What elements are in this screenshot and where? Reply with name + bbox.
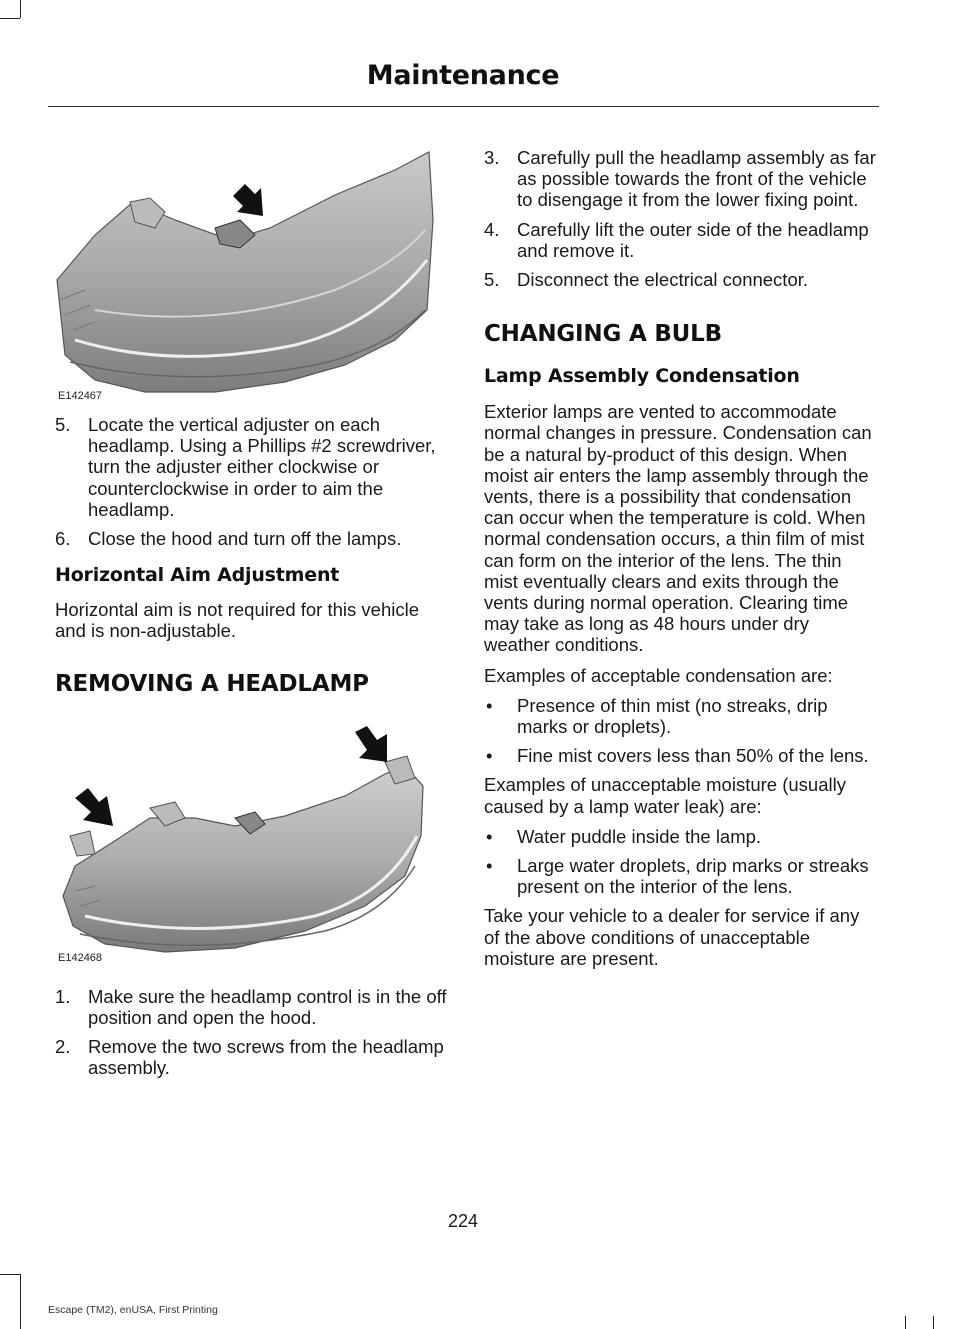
bullet: • bbox=[486, 745, 493, 767]
aiming-steps-list bbox=[55, 414, 447, 549]
step-text: Close the hood and turn off the lamps. bbox=[88, 528, 402, 550]
crop-mark bbox=[933, 1316, 934, 1329]
list-item bbox=[484, 269, 876, 290]
step-text: Disconnect the electrical connector. bbox=[517, 269, 809, 291]
page-title: Maintenance bbox=[366, 60, 560, 91]
removing-steps-list bbox=[55, 986, 447, 1079]
headlamp-figure-1 bbox=[55, 140, 435, 402]
unacceptable-list bbox=[484, 826, 876, 898]
removing-steps-continued bbox=[484, 147, 876, 290]
left-column bbox=[55, 140, 447, 1086]
step-text: Remove the two screws from the headlamp assembly. bbox=[88, 1036, 444, 1079]
figure-code: E142467 bbox=[58, 390, 103, 402]
bullet-text: Fine mist covers less than 50% of the lens. bbox=[517, 745, 869, 767]
list-item bbox=[484, 147, 876, 211]
condensation-heading: Lamp Assembly Condensation bbox=[484, 365, 800, 388]
list-item bbox=[484, 855, 876, 897]
list-item bbox=[484, 695, 876, 737]
headlamp-illustration-1 bbox=[55, 140, 435, 402]
step-text: Make sure the headlamp control is in the off position and open the hood. bbox=[88, 985, 447, 1028]
step-number: 6. bbox=[55, 528, 71, 550]
step-text: Carefully pull the headlamp assembly as far as possible towards the front of the vehicle to disengage it from the lower fixing point. bbox=[517, 147, 876, 211]
list-item bbox=[55, 986, 447, 1028]
step-number: 5. bbox=[484, 269, 500, 291]
step-number: 4. bbox=[484, 218, 500, 240]
list-item bbox=[484, 745, 876, 766]
closing-text: Take your vehicle to a dealer for service if any of the above conditions of unacceptable moisture are present. bbox=[484, 905, 860, 969]
step-number: 3. bbox=[484, 147, 500, 168]
list-item bbox=[484, 219, 876, 261]
acceptable-intro: Examples of acceptable condensation are: bbox=[484, 664, 833, 686]
step-number: 1. bbox=[55, 985, 71, 1007]
removing-headlamp-heading: REMOVING A HEADLAMP bbox=[55, 670, 369, 697]
acceptable-list bbox=[484, 695, 876, 767]
right-column bbox=[484, 147, 876, 978]
figure-code: E142468 bbox=[58, 951, 103, 964]
list-item bbox=[55, 528, 447, 549]
bullet-text: Water puddle inside the lamp. bbox=[517, 825, 762, 847]
crop-mark bbox=[20, 1274, 21, 1329]
headlamp-illustration-2 bbox=[55, 726, 435, 966]
title-divider bbox=[48, 106, 879, 107]
list-item bbox=[55, 414, 447, 520]
step-text: Carefully lift the outer side of the headlamp and remove it. bbox=[517, 218, 869, 261]
list-item bbox=[484, 826, 876, 847]
list-item bbox=[55, 1036, 447, 1078]
bullet-text: Large water droplets, drip marks or streaks present on the interior of the lens. bbox=[517, 855, 869, 898]
step-number: 2. bbox=[55, 1036, 71, 1058]
step-text: Locate the vertical adjuster on each headlamp. Using a Phillips #2 screwdriver, turn the adjuster either clockwise or counterclockwise in order to aim the headlamp. bbox=[88, 414, 436, 520]
horizontal-aim-text: Horizontal aim is not required for this vehicle and is non-adjustable. bbox=[55, 599, 419, 642]
bullet: • bbox=[486, 855, 493, 877]
crop-mark bbox=[905, 1316, 906, 1329]
step-number: 5. bbox=[55, 414, 71, 435]
headlamp-figure-2 bbox=[55, 726, 435, 966]
bullet: • bbox=[486, 825, 493, 847]
crop-mark bbox=[20, 0, 21, 18]
condensation-text: Exterior lamps are vented to accommodate normal changes in pressure. Condensation can be a natural by-product of this design. When moist air enters the lamp assembly through the vents, there is a possibility that condensation can occur when the temperature is cold. When normal condensation occurs, a thin film of mist can form on the interior of the lens. The thin mist eventually clears and exits through the vents during normal operation. Clearing time may take as long as 48 hours under dry weather conditions. bbox=[484, 401, 872, 656]
bullet: • bbox=[486, 694, 493, 716]
print-info: Escape (TM2), enUSA, First Printing bbox=[48, 1304, 218, 1316]
changing-bulb-heading: CHANGING A BULB bbox=[484, 321, 722, 348]
horizontal-aim-heading: Horizontal Aim Adjustment bbox=[55, 564, 340, 587]
crop-mark bbox=[0, 18, 20, 19]
crop-mark bbox=[0, 1274, 20, 1275]
bullet-text: Presence of thin mist (no streaks, drip marks or droplets). bbox=[517, 694, 828, 738]
unacceptable-intro: Examples of unacceptable moisture (usually caused by a lamp water leak) are: bbox=[484, 774, 846, 817]
page-number: 224 bbox=[447, 1211, 479, 1231]
